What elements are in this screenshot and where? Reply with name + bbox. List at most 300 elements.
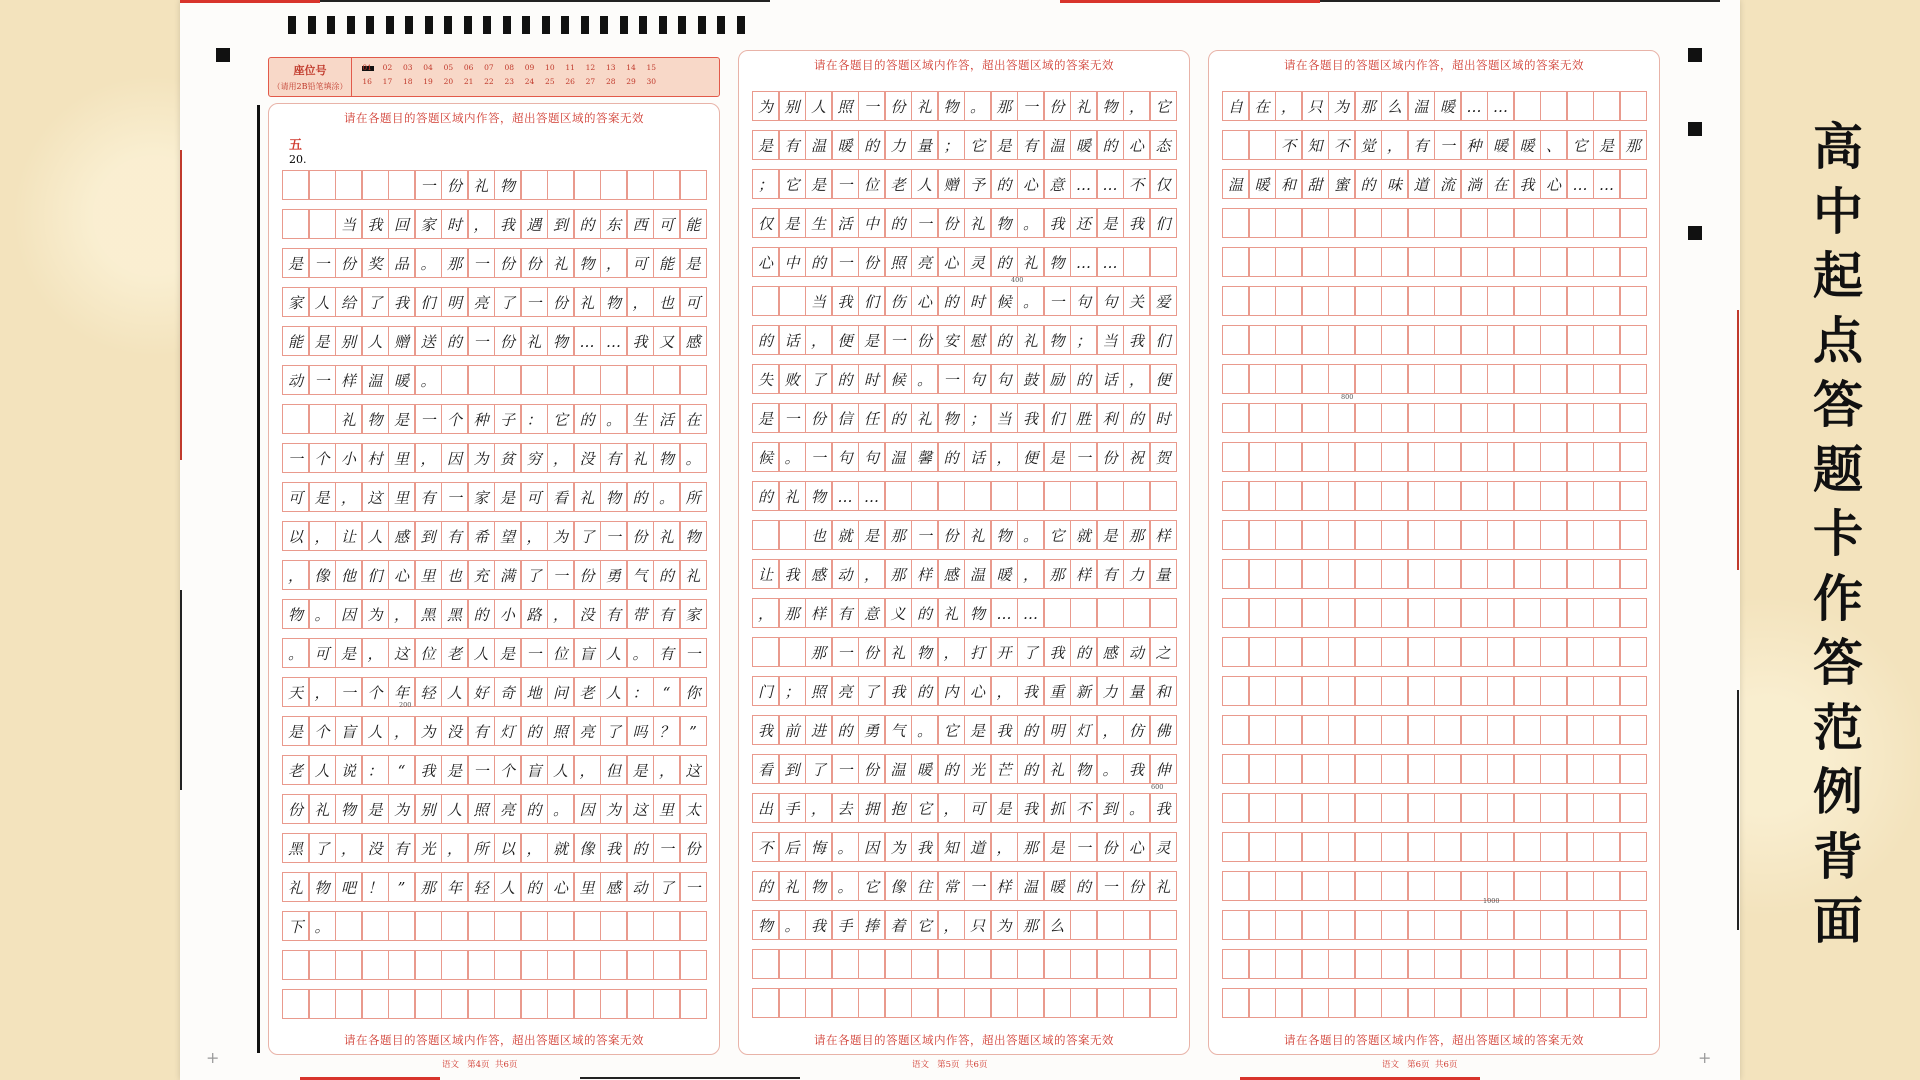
grid-cell: 。 (1097, 754, 1124, 784)
grid-cell (1275, 247, 1302, 277)
seat-bubbles[interactable] (357, 63, 661, 86)
grid-cell: 暖 (1514, 130, 1541, 160)
grid-cell: 照 (547, 716, 574, 746)
grid-cell (1461, 598, 1488, 628)
seat-number-bubble[interactable]: 30 (646, 77, 657, 86)
seat-number-bubble[interactable]: 05 (443, 63, 454, 72)
grid-cell (1487, 715, 1514, 745)
grid-cell (309, 404, 336, 434)
grid-cell: 礼 (1044, 754, 1071, 784)
seat-label: 座位号 (293, 64, 327, 77)
grid-cell: 里 (574, 872, 601, 902)
grid-cell: 了 (600, 716, 627, 746)
grid-cell (1461, 286, 1488, 316)
grid-cell (1514, 208, 1541, 238)
grid-row (282, 326, 706, 356)
grid-cell: 个 (309, 443, 336, 473)
seat-number-bubble[interactable]: 06 (463, 63, 474, 72)
grid-cell: 的 (752, 871, 779, 901)
grid-cell: 气 (627, 560, 654, 590)
grid-cell: 太 (680, 794, 707, 824)
essay-grid-3[interactable] (1222, 91, 1646, 1018)
grid-cell (388, 989, 415, 1019)
grid-cell (1381, 988, 1408, 1018)
grid-cell: 心 (1123, 130, 1150, 160)
grid-cell (1461, 403, 1488, 433)
seat-number-bubble[interactable]: 11 (565, 63, 575, 72)
grid-cell (1408, 208, 1435, 238)
grid-cell (1487, 325, 1514, 355)
grid-cell (1514, 91, 1541, 121)
grid-cell: 有 (468, 716, 495, 746)
grid-cell: 礼 (1017, 325, 1044, 355)
grid-cell: 句 (1070, 286, 1097, 316)
grid-cell (1123, 910, 1150, 940)
grid-cell (1567, 949, 1594, 979)
grid-cell (1461, 832, 1488, 862)
grid-cell (1302, 325, 1329, 355)
grid-row (282, 872, 706, 902)
seat-number-bubble[interactable]: 19 (423, 77, 433, 86)
grid-cell: 捧 (858, 910, 885, 940)
seat-number-bubble[interactable]: 02 (382, 63, 393, 72)
grid-cell (1408, 520, 1435, 550)
grid-cell (1222, 832, 1249, 862)
seat-number-bubble[interactable]: 01 (362, 63, 372, 72)
grid-cell (911, 481, 938, 511)
grid-cell (1593, 403, 1620, 433)
grid-cell: 当 (1097, 325, 1124, 355)
grid-cell: 份 (885, 91, 912, 121)
grid-cell: 仅 (1150, 169, 1177, 199)
grid-cell (964, 481, 991, 511)
essay-grid-2[interactable] (752, 91, 1176, 1018)
seat-number-bubble[interactable]: 09 (524, 63, 535, 72)
grid-cell: ， (1275, 91, 1302, 121)
grid-cell: ； (779, 676, 806, 706)
grid-cell (1097, 481, 1124, 511)
grid-cell (1540, 559, 1567, 589)
grid-cell: 暖 (1249, 169, 1276, 199)
grid-cell: 打 (964, 637, 991, 667)
grid-cell (1150, 481, 1177, 511)
grid-cell: 灵 (964, 247, 991, 277)
grid-cell: 么 (1381, 91, 1408, 121)
grid-cell (1222, 676, 1249, 706)
seat-number-bubble[interactable]: 24 (524, 77, 535, 86)
grid-cell (1381, 208, 1408, 238)
panel-note-bottom: 请在各题目的答题区域内作答，超出答题区域的答案无效 (814, 1033, 1114, 1047)
grid-cell (1302, 793, 1329, 823)
panel-note-top: 请在各题目的答题区域内作答，超出答题区域的答案无效 (344, 111, 644, 125)
grid-cell: 可 (521, 482, 548, 512)
grid-cell (1567, 832, 1594, 862)
grid-cell: 。 (1017, 286, 1044, 316)
grid-cell (1222, 871, 1249, 901)
grid-cell (1593, 442, 1620, 472)
grid-cell: 贺 (1150, 442, 1177, 472)
grid-cell: 黑 (282, 833, 309, 863)
grid-row (1222, 910, 1646, 940)
grid-row (1222, 91, 1646, 121)
grid-cell (309, 209, 336, 239)
grid-cell (1593, 286, 1620, 316)
grid-cell: 我 (1044, 208, 1071, 238)
grid-cell (1328, 949, 1355, 979)
seat-number-bubble[interactable]: 08 (504, 63, 514, 72)
grid-cell (1222, 949, 1249, 979)
grid-cell: 礼 (335, 404, 362, 434)
grid-cell (1567, 598, 1594, 628)
grid-cell (1249, 871, 1276, 901)
grid-cell (1355, 910, 1382, 940)
grid-cell (1249, 520, 1276, 550)
grid-cell (832, 949, 859, 979)
grid-cell (1328, 988, 1355, 1018)
grid-cell: 一 (680, 638, 707, 668)
grid-cell (1275, 676, 1302, 706)
grid-cell: 暖 (388, 365, 415, 395)
grid-row (1222, 559, 1646, 589)
grid-cell (752, 637, 779, 667)
grid-cell: 你 (680, 677, 707, 707)
grid-cell: 我 (911, 832, 938, 862)
seat-number-bubble[interactable]: 17 (382, 77, 393, 86)
grid-cell (1302, 754, 1329, 784)
grid-cell: 物 (653, 443, 680, 473)
grid-cell: 为 (885, 832, 912, 862)
grid-cell (938, 481, 965, 511)
grid-cell: 往 (911, 871, 938, 901)
grid-cell: … (858, 481, 885, 511)
grid-cell: ， (805, 325, 832, 355)
grid-cell: 也 (441, 560, 468, 590)
grid-cell: 进 (805, 715, 832, 745)
grid-cell: 好 (468, 677, 495, 707)
grid-row (282, 833, 706, 863)
grid-cell (1434, 520, 1461, 550)
grid-cell: … (1097, 247, 1124, 277)
grid-cell: 动 (832, 559, 859, 589)
grid-cell: 到 (779, 754, 806, 784)
grid-cell (1044, 988, 1071, 1018)
seat-number-bubble[interactable]: 28 (605, 77, 616, 86)
grid-cell: 暖 (1487, 130, 1514, 160)
grid-cell: 的 (832, 364, 859, 394)
grid-cell: 轻 (415, 677, 442, 707)
grid-cell (1593, 910, 1620, 940)
grid-cell (627, 950, 654, 980)
grid-cell: 心 (547, 872, 574, 902)
panel-note-bottom: 请在各题目的答题区域内作答，超出答题区域的答案无效 (1284, 1033, 1584, 1047)
grid-cell: 到 (1097, 793, 1124, 823)
answer-panel-2 (738, 50, 1190, 1055)
grid-cell: 。 (415, 248, 442, 278)
question-number: 20. (289, 153, 307, 166)
grid-cell: ， (1097, 715, 1124, 745)
grid-cell (1461, 442, 1488, 472)
seat-number-bubble[interactable]: 07 (484, 63, 494, 72)
grid-cell: 是 (1044, 442, 1071, 472)
grid-cell (1620, 988, 1647, 1018)
grid-cell: 遇 (521, 209, 548, 239)
grid-cell: 的 (1097, 130, 1124, 160)
grid-cell (1302, 832, 1329, 862)
grid-cell: 感 (938, 559, 965, 589)
grid-cell: 礼 (547, 248, 574, 278)
seat-number-bubble[interactable]: 16 (362, 77, 372, 86)
grid-cell: 当 (805, 286, 832, 316)
grid-cell (1275, 364, 1302, 394)
grid-cell: 亮 (494, 794, 521, 824)
seat-number-bubble[interactable]: 18 (402, 77, 413, 86)
grid-row (752, 832, 1176, 862)
grid-cell (1408, 247, 1435, 277)
grid-cell: 那 (1620, 130, 1647, 160)
grid-cell: 感 (600, 872, 627, 902)
grid-cell: 那 (1123, 520, 1150, 550)
grid-cell (1381, 364, 1408, 394)
seat-number-bubble[interactable]: 27 (585, 77, 596, 86)
grid-cell (1275, 910, 1302, 940)
seat-number-bubble[interactable]: 29 (626, 77, 636, 86)
grid-cell (627, 911, 654, 941)
grid-cell (468, 989, 495, 1019)
grid-cell (1381, 754, 1408, 784)
grid-row (282, 443, 706, 473)
grid-cell: 一 (832, 754, 859, 784)
grid-cell: 胜 (1070, 403, 1097, 433)
grid-cell: 个 (309, 716, 336, 746)
grid-row (1222, 832, 1646, 862)
grid-cell: 感 (680, 326, 707, 356)
section-number: 五 (289, 138, 303, 153)
grid-cell: 的 (521, 716, 548, 746)
seat-number-bubble[interactable]: 26 (565, 77, 575, 86)
seat-number-bubble[interactable]: 21 (463, 77, 474, 86)
grid-cell: 能 (653, 248, 680, 278)
grid-row (752, 949, 1176, 979)
grid-cell: 到 (547, 209, 574, 239)
grid-cell: 一 (680, 872, 707, 902)
grid-cell (1408, 871, 1435, 901)
seat-number-bubble[interactable]: 22 (484, 77, 494, 86)
grid-cell (653, 989, 680, 1019)
answer-panel-3 (1208, 50, 1660, 1055)
grid-cell: 礼 (1070, 91, 1097, 121)
grid-cell: 意 (1044, 169, 1071, 199)
grid-cell (1275, 754, 1302, 784)
grid-cell: 有 (441, 521, 468, 551)
grid-cell: 一 (521, 287, 548, 317)
grid-cell (1434, 247, 1461, 277)
grid-cell: 个 (441, 404, 468, 434)
grid-cell: 我 (388, 287, 415, 317)
grid-cell: 里 (388, 482, 415, 512)
grid-cell: 的 (521, 872, 548, 902)
grid-cell: 礼 (309, 794, 336, 824)
grid-cell (1381, 559, 1408, 589)
word-count-mark: 600 (1151, 783, 1164, 791)
grid-cell: 去 (832, 793, 859, 823)
grid-cell: 它 (911, 910, 938, 940)
grid-cell (752, 286, 779, 316)
seat-number-bubble[interactable]: 20 (443, 77, 454, 86)
grid-cell (1461, 637, 1488, 667)
grid-cell (1408, 754, 1435, 784)
grid-cell (1461, 949, 1488, 979)
grid-cell: 知 (1302, 130, 1329, 160)
grid-row (282, 755, 706, 785)
seat-number-bubble[interactable]: 23 (504, 77, 514, 86)
seat-number-bubble[interactable]: 03 (402, 63, 413, 72)
grid-cell (1408, 637, 1435, 667)
grid-row (1222, 442, 1646, 472)
grid-cell: 是 (752, 130, 779, 160)
grid-cell (1620, 871, 1647, 901)
seat-number-bubble[interactable]: 04 (423, 63, 433, 72)
grid-cell: 了 (805, 364, 832, 394)
grid-cell: 。 (282, 638, 309, 668)
grid-cell (1381, 325, 1408, 355)
grid-row (282, 599, 706, 629)
grid-cell: ， (600, 248, 627, 278)
grid-cell (1567, 910, 1594, 940)
grid-cell: 为 (468, 443, 495, 473)
grid-cell (885, 949, 912, 979)
grid-row (752, 247, 1176, 277)
grid-cell: 之 (1150, 637, 1177, 667)
grid-cell (1381, 286, 1408, 316)
grid-cell (1328, 364, 1355, 394)
grid-cell: 那 (1355, 91, 1382, 121)
grid-cell (1434, 481, 1461, 511)
grid-cell: 的 (752, 325, 779, 355)
edge-mark (180, 590, 182, 790)
grid-cell (1302, 988, 1329, 1018)
grid-cell (1434, 286, 1461, 316)
grid-cell: 光 (415, 833, 442, 863)
grid-cell (1222, 559, 1249, 589)
grid-cell (1514, 598, 1541, 628)
grid-row (282, 365, 706, 395)
grid-cell (388, 170, 415, 200)
grid-cell: 的 (1070, 637, 1097, 667)
grid-cell: 了 (494, 287, 521, 317)
grid-cell (362, 989, 389, 1019)
grid-cell (1381, 715, 1408, 745)
grid-cell: 候 (991, 286, 1018, 316)
grid-cell: 老 (282, 755, 309, 785)
grid-row (1222, 325, 1646, 355)
grid-cell (1249, 754, 1276, 784)
grid-cell: 东 (600, 209, 627, 239)
grid-cell: 。 (653, 482, 680, 512)
grid-cell: … (1070, 169, 1097, 199)
grid-cell (1070, 910, 1097, 940)
grid-row (1222, 403, 1646, 433)
grid-cell (1620, 598, 1647, 628)
grid-cell (1514, 715, 1541, 745)
grid-cell (1328, 637, 1355, 667)
grid-cell: ， (309, 677, 336, 707)
grid-cell (1620, 325, 1647, 355)
grid-cell: 的 (574, 209, 601, 239)
seat-number-bubble[interactable]: 25 (545, 77, 555, 86)
seat-number-bubble[interactable]: 12 (585, 63, 596, 72)
seat-number-bubble[interactable]: 13 (605, 63, 616, 72)
grid-cell: 满 (494, 560, 521, 590)
grid-row (1222, 676, 1646, 706)
grid-cell: 力 (1123, 559, 1150, 589)
grid-cell (1540, 520, 1567, 550)
grid-cell (1302, 208, 1329, 238)
grid-cell (1540, 91, 1567, 121)
grid-cell: 礼 (779, 481, 806, 511)
grid-cell (1302, 715, 1329, 745)
grid-cell: 仿 (1123, 715, 1150, 745)
grid-cell (1514, 988, 1541, 1018)
seat-number-bubble[interactable]: 15 (646, 63, 657, 72)
grid-cell: 我 (1017, 793, 1044, 823)
grid-cell (1487, 481, 1514, 511)
grid-row (752, 325, 1176, 355)
grid-cell: ， (1123, 364, 1150, 394)
grid-cell (1249, 598, 1276, 628)
grid-row (282, 482, 706, 512)
grid-cell: 候 (885, 364, 912, 394)
grid-cell (1249, 208, 1276, 238)
grid-cell (1302, 403, 1329, 433)
grid-cell (1567, 247, 1594, 277)
grid-cell (1487, 403, 1514, 433)
grid-cell (1408, 676, 1435, 706)
grid-cell (1275, 793, 1302, 823)
essay-grid-1[interactable] (282, 170, 706, 1019)
grid-cell: 礼 (653, 521, 680, 551)
grid-cell (1567, 325, 1594, 355)
grid-cell: 一 (468, 755, 495, 785)
grid-cell: 可 (309, 638, 336, 668)
grid-cell (1514, 910, 1541, 940)
grid-cell: 一 (779, 403, 806, 433)
grid-cell (1355, 520, 1382, 550)
grid-cell (1355, 247, 1382, 277)
grid-cell: 份 (858, 247, 885, 277)
grid-cell (1540, 949, 1567, 979)
grid-cell: 充 (468, 560, 495, 590)
grid-cell (1381, 637, 1408, 667)
grid-cell: 们 (1150, 325, 1177, 355)
grid-cell: 为 (362, 599, 389, 629)
grid-cell: 仅 (752, 208, 779, 238)
grid-cell: 是 (494, 638, 521, 668)
grid-cell (1249, 442, 1276, 472)
grid-cell: 、 (1540, 130, 1567, 160)
grid-cell: 一 (911, 208, 938, 238)
grid-cell: 便 (1017, 442, 1044, 472)
grid-cell (494, 950, 521, 980)
grid-cell (779, 949, 806, 979)
grid-cell: 我 (415, 755, 442, 785)
seat-number-bubble[interactable]: 10 (545, 63, 555, 72)
grid-cell: 。 (415, 365, 442, 395)
grid-cell (600, 170, 627, 200)
grid-cell: 一 (335, 677, 362, 707)
grid-cell: 一 (1044, 286, 1071, 316)
grid-cell: 话 (964, 442, 991, 472)
seat-number-bubble[interactable]: 14 (626, 63, 636, 72)
